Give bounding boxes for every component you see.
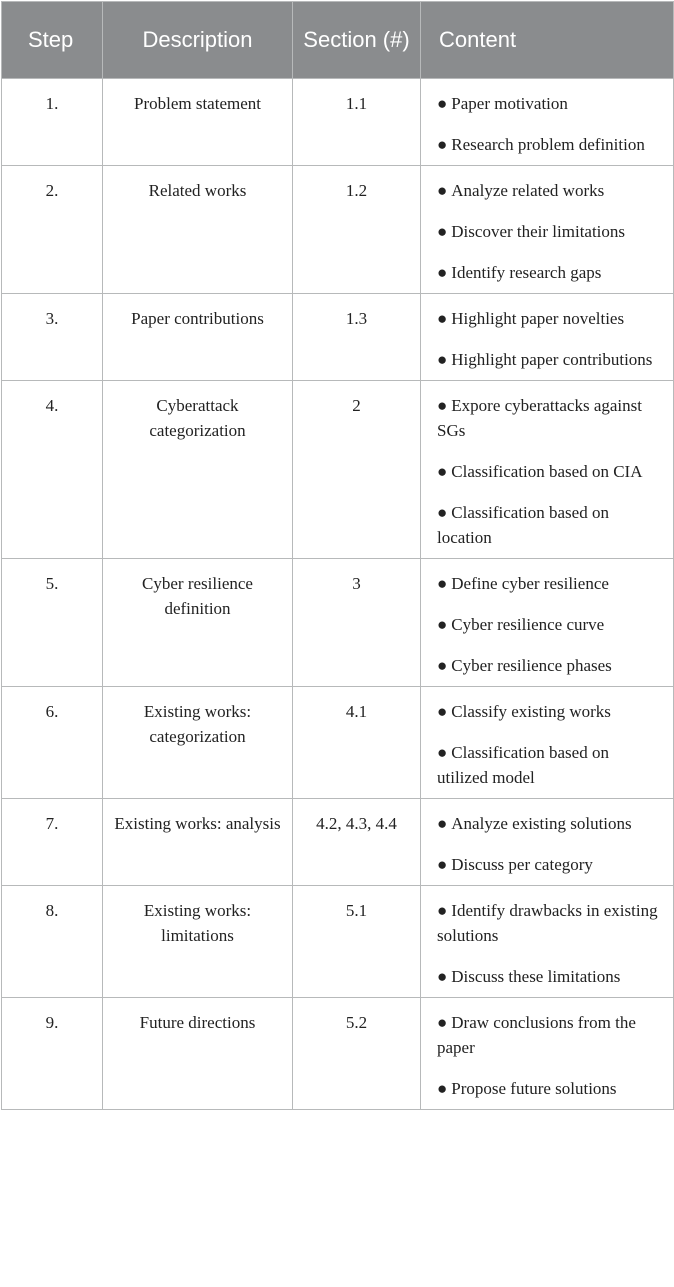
description-cell: Existing works: categorization [103, 687, 293, 799]
bullet-dot-icon: ● [437, 855, 448, 874]
section-cell: 5.2 [293, 998, 421, 1110]
table-body [2, 79, 674, 1110]
step-cell: 9. [2, 998, 103, 1110]
bullet-text: Identify research gaps [451, 263, 602, 282]
content-bullet-item [437, 219, 663, 244]
bullet-dot-icon: ● [437, 309, 448, 328]
bullet-text: Cyber resilience curve [451, 615, 605, 634]
description-cell: Existing works: analysis [103, 799, 293, 886]
section-cell: 1.2 [293, 166, 421, 294]
content-bullet-item [437, 178, 663, 203]
content-cell [421, 294, 674, 381]
bullet-text: Classify existing works [451, 702, 611, 721]
table-row [2, 559, 674, 687]
content-cell [421, 166, 674, 294]
table-header [2, 2, 674, 79]
bullet-dot-icon: ● [437, 94, 448, 113]
bullet-text: Discuss these limitations [451, 967, 621, 986]
content-bullet-item [437, 260, 663, 285]
section-cell: 1.1 [293, 79, 421, 166]
bullet-dot-icon: ● [437, 462, 448, 481]
bullet-dot-icon: ● [437, 656, 448, 675]
description-cell: Future directions [103, 998, 293, 1110]
bullet-dot-icon: ● [437, 350, 448, 369]
bullet-text: Classification based on location [437, 503, 609, 547]
section-cell: 1.3 [293, 294, 421, 381]
header-row [2, 2, 674, 79]
step-cell: 4. [2, 381, 103, 559]
step-cell: 6. [2, 687, 103, 799]
content-bullet-item [437, 393, 663, 443]
bullet-text: Draw conclusions from the paper [437, 1013, 636, 1057]
section-cell: 2 [293, 381, 421, 559]
section-cell: 4.2, 4.3, 4.4 [293, 799, 421, 886]
content-cell [421, 998, 674, 1110]
description-cell: Cyber resilience definition [103, 559, 293, 687]
bullet-text: Paper motivation [451, 94, 568, 113]
content-cell [421, 687, 674, 799]
bullet-dot-icon: ● [437, 503, 448, 522]
step-cell: 8. [2, 886, 103, 998]
bullet-dot-icon: ● [437, 814, 448, 833]
content-cell [421, 886, 674, 998]
bullet-dot-icon: ● [437, 135, 448, 154]
step-cell: 1. [2, 79, 103, 166]
table-row [2, 381, 674, 559]
content-cell [421, 381, 674, 559]
bullet-dot-icon: ● [437, 1079, 448, 1098]
bullet-text: Classification based on CIA [451, 462, 643, 481]
step-cell: 3. [2, 294, 103, 381]
content-cell [421, 559, 674, 687]
content-bullet-item [437, 852, 663, 877]
bullet-dot-icon: ● [437, 396, 448, 415]
bullet-text: Discover their limitations [451, 222, 626, 241]
bullet-dot-icon: ● [437, 181, 448, 200]
bullet-text: Define cyber resilience [451, 574, 609, 593]
content-bullet-item [437, 1010, 663, 1060]
step-cell: 5. [2, 559, 103, 687]
content-bullet-item [437, 347, 663, 372]
bullet-text: Identify drawbacks in existing solutions [437, 901, 658, 945]
content-bullet-item [437, 740, 663, 790]
content-bullet-item [437, 811, 663, 836]
bullet-dot-icon: ● [437, 743, 448, 762]
bullet-dot-icon: ● [437, 967, 448, 986]
description-cell: Related works [103, 166, 293, 294]
content-bullet-item [437, 898, 663, 948]
table-row [2, 166, 674, 294]
bullet-text: Cyber resilience phases [451, 656, 612, 675]
content-cell [421, 799, 674, 886]
bullet-text: Classification based on utilized model [437, 743, 609, 787]
bullet-dot-icon: ● [437, 901, 448, 920]
bullet-dot-icon: ● [437, 1013, 448, 1032]
content-bullet-item [437, 91, 663, 116]
bullet-dot-icon: ● [437, 222, 448, 241]
steps-table [1, 1, 674, 1110]
content-bullet-item [437, 964, 663, 989]
description-cell: Cyberattack categorization [103, 381, 293, 559]
section-cell: 4.1 [293, 687, 421, 799]
bullet-text: Analyze related works [451, 181, 605, 200]
bullet-text: Propose future solutions [451, 1079, 617, 1098]
description-cell: Paper contributions [103, 294, 293, 381]
table-row [2, 886, 674, 998]
bullet-dot-icon: ● [437, 574, 448, 593]
content-bullet-item [437, 571, 663, 596]
header-section: Section (#) [293, 2, 421, 79]
header-step: Step [2, 2, 103, 79]
content-bullet-item [437, 1076, 663, 1101]
step-cell: 2. [2, 166, 103, 294]
content-bullet-item [437, 306, 663, 331]
table-row [2, 799, 674, 886]
table-row [2, 294, 674, 381]
bullet-dot-icon: ● [437, 263, 448, 282]
bullet-text: Highlight paper novelties [451, 309, 625, 328]
description-cell: Existing works: limitations [103, 886, 293, 998]
table-row [2, 998, 674, 1110]
bullet-text: Discuss per category [451, 855, 593, 874]
header-description: Description [103, 2, 293, 79]
content-cell [421, 79, 674, 166]
section-cell: 3 [293, 559, 421, 687]
content-bullet-item [437, 459, 663, 484]
bullet-dot-icon: ● [437, 615, 448, 634]
bullet-dot-icon: ● [437, 702, 448, 721]
content-bullet-item [437, 699, 663, 724]
section-cell: 5.1 [293, 886, 421, 998]
table-row [2, 79, 674, 166]
bullet-text: Research problem definition [451, 135, 645, 154]
bullet-text: Analyze existing solutions [451, 814, 632, 833]
bullet-text: Expore cyberattacks against SGs [437, 396, 642, 440]
step-cell: 7. [2, 799, 103, 886]
content-bullet-item [437, 653, 663, 678]
content-bullet-item [437, 132, 663, 157]
header-content: Content [421, 2, 674, 79]
table-row [2, 687, 674, 799]
content-bullet-item [437, 612, 663, 637]
content-bullet-item [437, 500, 663, 550]
bullet-text: Highlight paper contributions [451, 350, 653, 369]
description-cell: Problem statement [103, 79, 293, 166]
